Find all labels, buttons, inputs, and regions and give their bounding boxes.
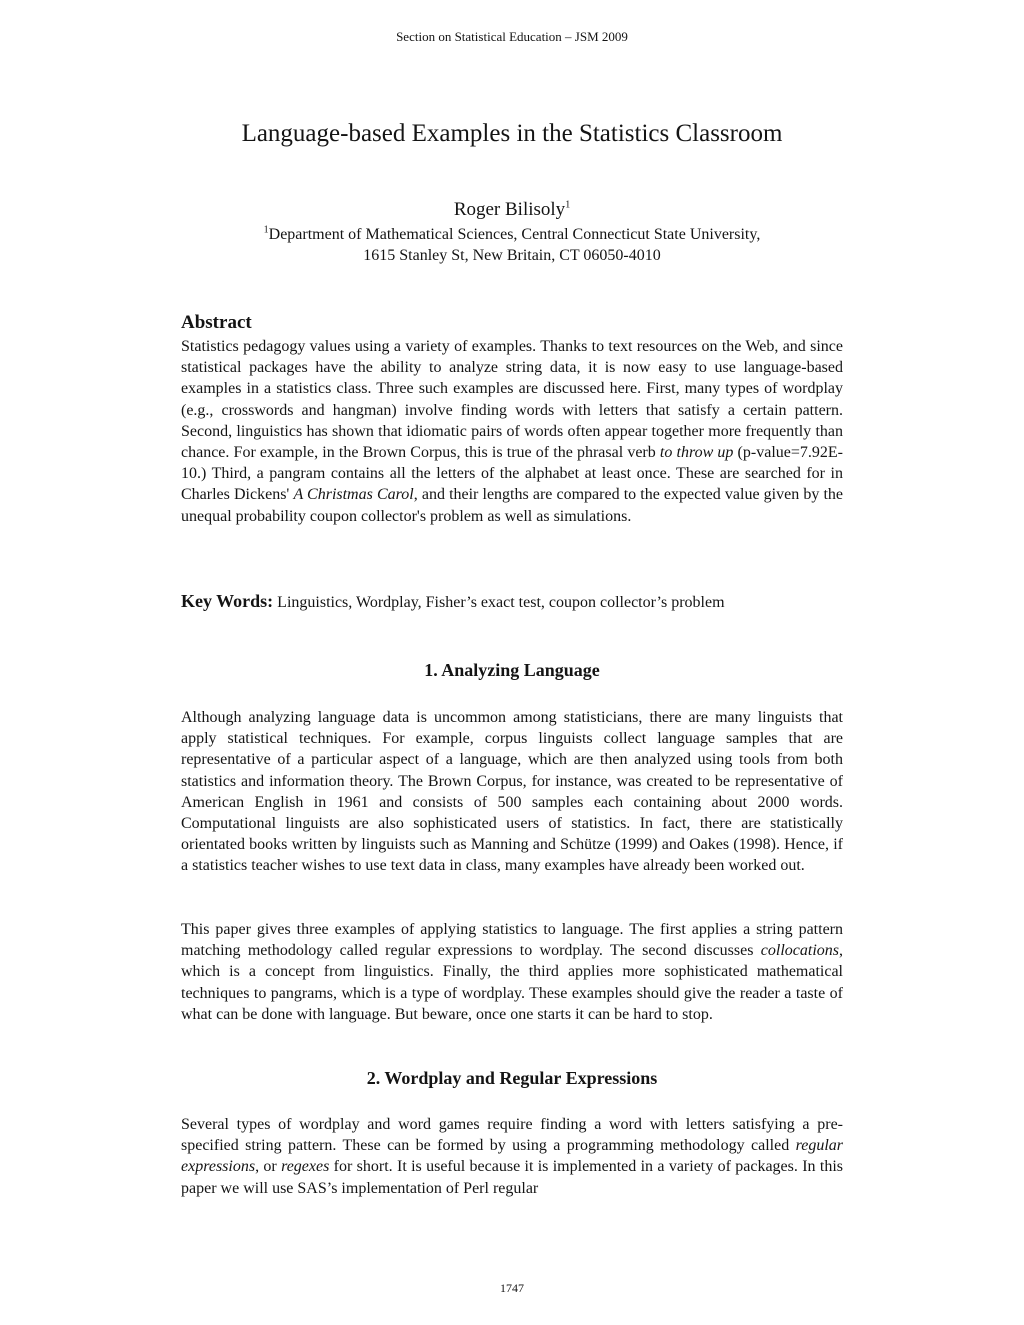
section-2-p1-text-c: for short. It is useful because it is implemented in a variety of packages. In this paper we will use SAS’s implementation of Perl regular — [181, 1158, 843, 1197]
section-1-heading: 1. Analyzing Language — [424, 660, 600, 680]
abstract-italic-phrase: to throw up — [659, 444, 734, 462]
abstract-text-2: (p-value=7.92E-10.) Third, a pangram contains all the letters of the alphabet at least once. These are searched for in Charles Dickens' — [181, 444, 843, 504]
affiliation-department: Department of Mathematical Sciences, Central Connecticut State University, — [268, 226, 761, 243]
affiliation — [0, 224, 1024, 266]
section-1-p2-italic: collocations — [760, 942, 839, 960]
page-number: 1747 — [500, 1281, 524, 1295]
author-affiliation-marker: 1 — [565, 199, 571, 211]
abstract-heading: Abstract — [181, 312, 252, 333]
author-name — [0, 199, 1024, 221]
paper-title: Language-based Examples in the Statistics Classroom — [241, 120, 783, 147]
abstract-text-3: , and their lengths are compared to the expected value given by the unequal probability coupon collector's problem as well as simulations. — [181, 486, 844, 525]
section-2-heading: 2. Wordplay and Regular Expressions — [366, 1068, 658, 1088]
section-2-p1-italic-2: regexes — [281, 1158, 330, 1176]
running-head: Section on Statistical Education – JSM 2009 — [396, 29, 628, 44]
abstract-paragraph — [181, 336, 843, 527]
section-2-p1-text-b: , or — [255, 1158, 282, 1176]
keywords-line — [181, 591, 843, 612]
section-1-paragraph-1: Although analyzing language data is uncommon among statisticians, there are many linguists that apply statistical techniques. For example, corpus linguists collect language samples that are representative of a particular aspect of a language, which are then analyzed using tools from both statistics and information theory. The Brown Corpus, for instance, was created to be representative of American English in 1961 and consists of 500 samples each containing about 2000 words. Computational linguists are also sophisticated users of statistics. In fact, there are statistically orientated books written by linguists such as Manning and Schütze (1999) and Oakes (1998). Hence, if a statistics teacher wishes to use text data in class, many examples have already been worked out. — [181, 709, 843, 875]
abstract-text-1: Statistics pedagogy values using a variety of examples. Thanks to text resources on the Web, and since statistical packages have the ability to analyze string data, it is now easy to use language-based examples in a statistics class. Three such examples are discussed here. First, many types of wordplay (e.g., crosswords and hangman) involve finding words with letters that satisfy a certain pattern. Second, linguistics has shown that idiomatic pairs of words often appear together more frequently than chance. For example, in the Brown Corpus, this is true of the phrasal verb — [181, 338, 843, 462]
section-2-paragraph-1 — [181, 1114, 843, 1199]
section-1-p2-text-a: This paper gives three examples of applying statistics to language. The first applies a string pattern matching methodology called regular expressions to wordplay. The second discusses — [181, 921, 843, 960]
abstract-italic-title: A Christmas Carol — [293, 486, 414, 504]
keywords-label: Key Words: — [181, 591, 274, 611]
affiliation-line-1 — [0, 224, 1024, 245]
section-2-p1-italic-1: regular expressions — [181, 1137, 843, 1176]
section-2-p1-text-a: Several types of wordplay and word games require finding a word with letters satisfying a pre-specified string pattern. These can be formed by using a programming methodology called — [181, 1116, 843, 1155]
section-1-paragraph-2 — [181, 919, 843, 1025]
author-name-text: Roger Bilisoly — [453, 199, 566, 220]
affiliation-marker: 1 — [263, 224, 269, 236]
keywords-text: Linguistics, Wordplay, Fisher’s exact test, coupon collector’s problem — [273, 594, 725, 611]
affiliation-line-2: 1615 Stanley St, New Britain, CT 06050-4010 — [363, 247, 661, 264]
section-1-p2-text-b: , which is a concept from linguistics. Finally, the third applies more sophisticated mathematical techniques to pangrams, which is a type of wordplay. These examples should give the reader a taste of what can be done with language. But beware, once one starts it can be hard to stop. — [181, 942, 843, 1023]
